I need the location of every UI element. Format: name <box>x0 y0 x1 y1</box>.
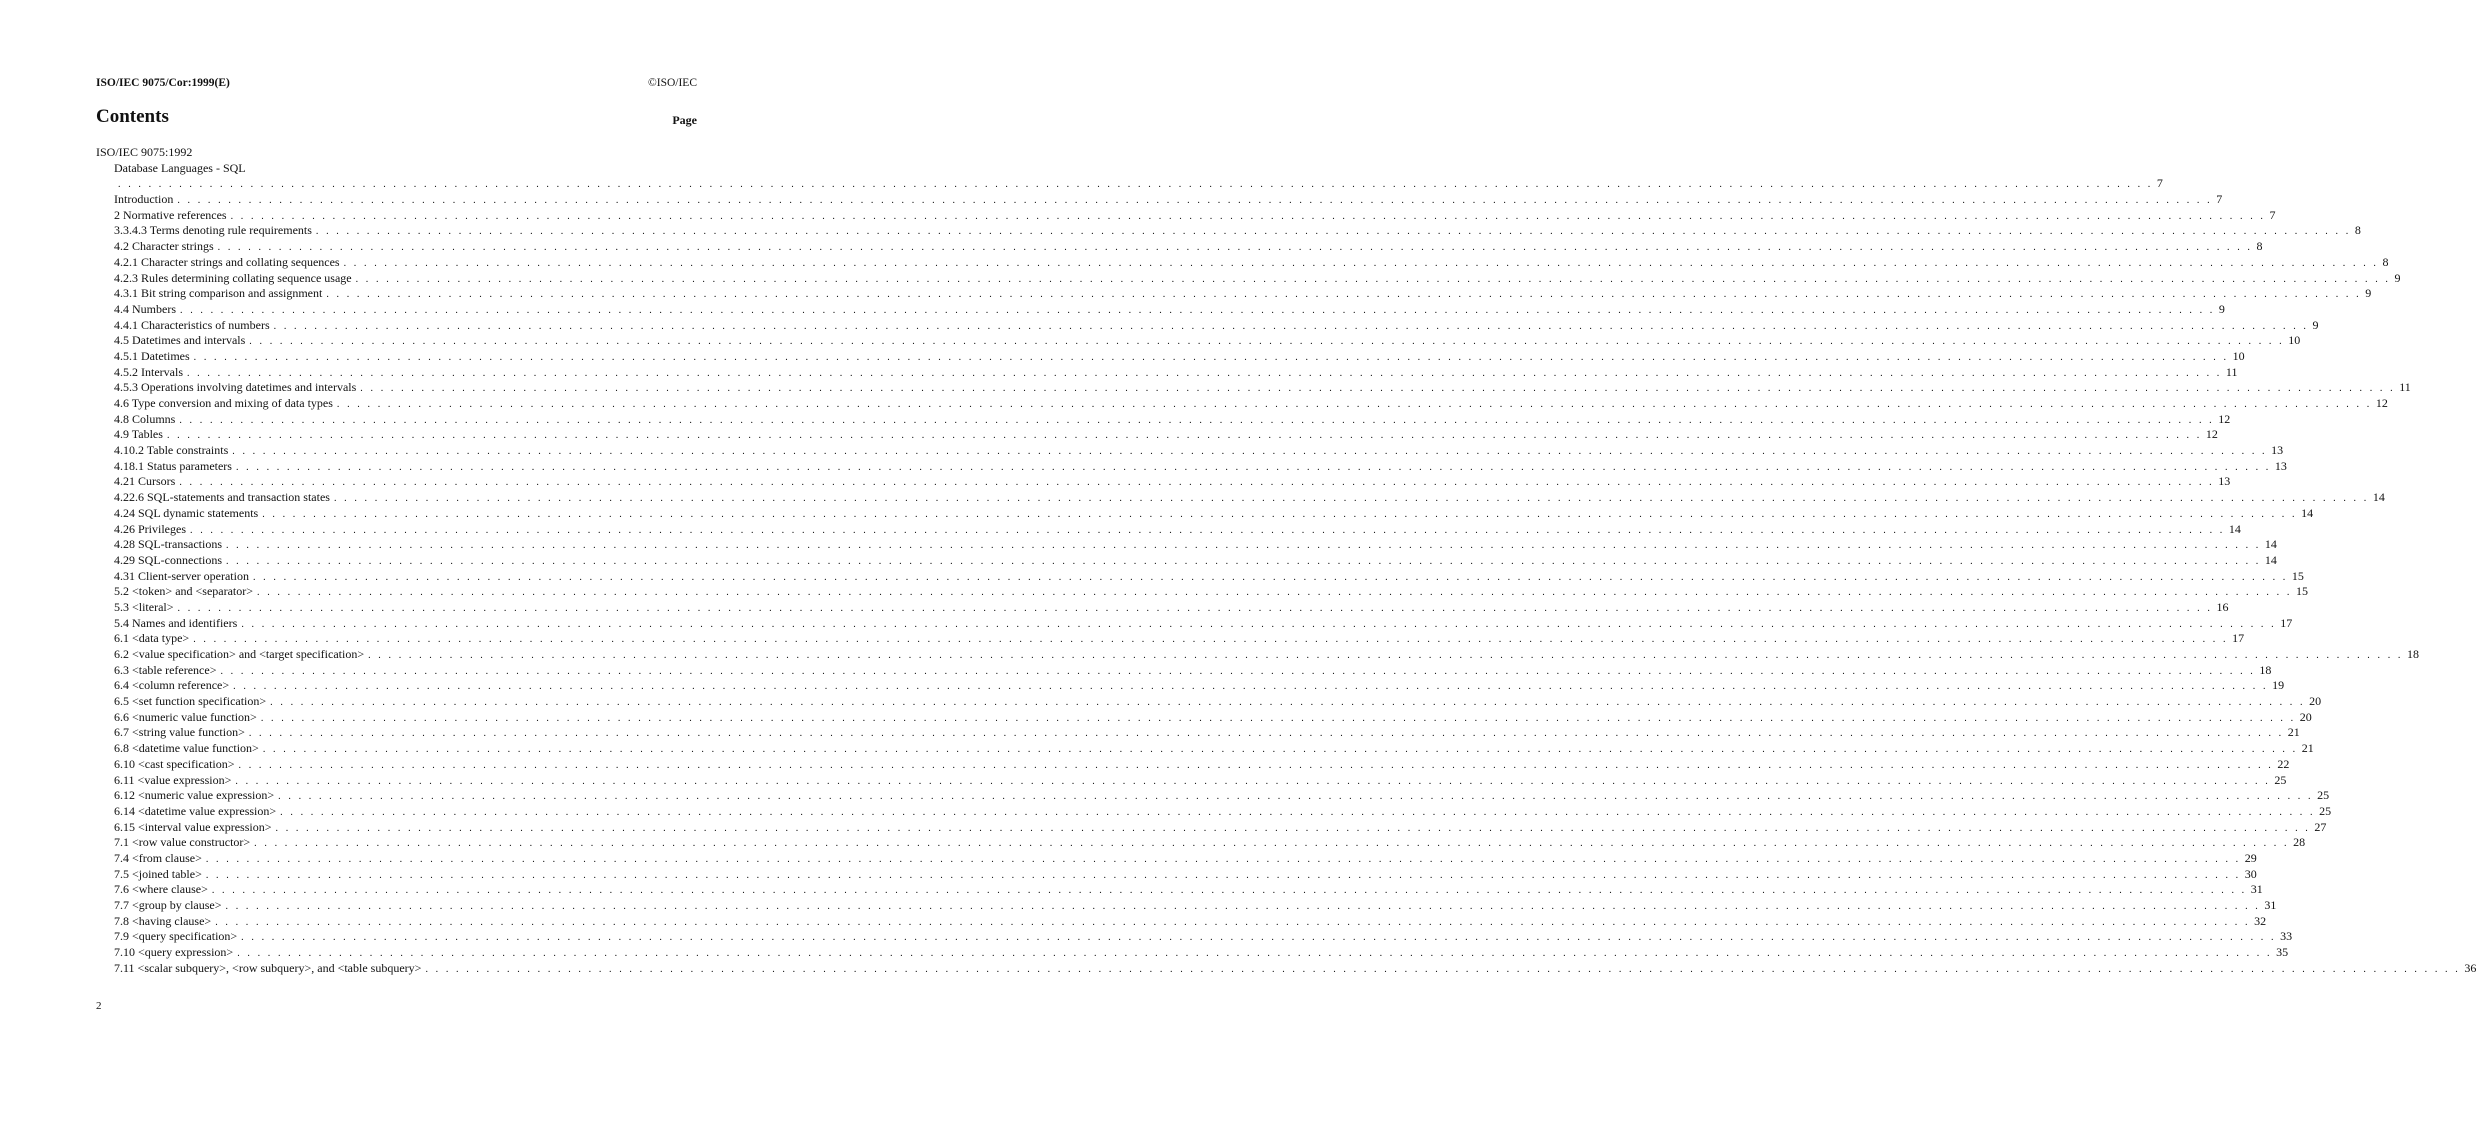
toc-entry-title: 2 Normative references <box>114 207 227 222</box>
toc-entry-title: 4.24 SQL dynamic statements <box>114 505 259 520</box>
page-header <box>96 77 697 93</box>
toc-dot-leader: . . . . . . . . . . . . . . . . . . . . . . . . . . . . . . . . . . . . . . . . . . . . . . . . . . . . . . . . . . . . . . . . . . . . . . . . . . . . . . . . . . . . . . . . . . . . . . . . . . . . . . . . . . . . . . . . . . . . . . . . . . . . . . . . . . . . . . . . . . . . . . . . . . . . . . . . . . . . . . . . . . . . . . . . . . . . . . . . . . . . . . . . . . . . . . . . . . . . . . . . <box>262 508 2298 520</box>
toc-entry[interactable] <box>96 866 2257 883</box>
toc-dot-leader: . . . . . . . . . . . . . . . . . . . . . . . . . . . . . . . . . . . . . . . . . . . . . . . . . . . . . . . . . . . . . . . . . . . . . . . . . . . . . . . . . . . . . . . . . . . . . . . . . . . . . . . . . . . . . . . . . . . . . . . . . . . . . . . . . . . . . . . . . . . . . . . . . . . . . . . . . . . . . . . . . . . . . . . . . . . . . . . . . . . . . . . . . . . . . . . . . . . . . . . . <box>193 351 2229 363</box>
toc-entry-page: 12 <box>2218 411 2231 426</box>
toc-entry-page: 31 <box>2264 898 2277 912</box>
toc-entry[interactable] <box>96 615 2293 632</box>
toc-entry-page: 14 <box>2264 552 2277 567</box>
toc-entry-title: 6.8 <datetime value function> <box>114 741 259 756</box>
toc-entry-title: 4.31 Client-server operation <box>114 568 249 583</box>
toc-entry[interactable] <box>96 348 2245 365</box>
toc-dot-leader: . . . . . . . . . . . . . . . . . . . . . . . . . . . . . . . . . . . . . . . . . . . . . . . . . . . . . . . . . . . . . . . . . . . . . . . . . . . . . . . . . . . . . . . . . . . . . . . . . . . . . . . . . . . . . . . . . . . . . . . . . . . . . . . . . . . . . . . . . . . . . . . . . . . . . . . . . . . . . . . . . . . . . . . . . . . . . . . . . . . . . . . . . . . . . . . . . . . . . . . . <box>217 242 2253 254</box>
toc-entry-page: 13 <box>2274 458 2287 473</box>
toc-dot-leader: . . . . . . . . . . . . . . . . . . . . . . . . . . . . . . . . . . . . . . . . . . . . . . . . . . . . . . . . . . . . . . . . . . . . . . . . . . . . . . . . . . . . . . . . . . . . . . . . . . . . . . . . . . . . . . . . . . . . . . . . . . . . . . . . . . . . . . . . . . . . . . . . . . . . . . . . . . . . . . . . . . . . . . . . . . . . . . . . . . . . . . . . . . . . . . . . . . . . . . . . <box>336 399 2372 410</box>
toc-entry[interactable] <box>96 568 2304 585</box>
toc-entry-page: 9 <box>2394 270 2401 285</box>
toc-dot-leader: . . . . . . . . . . . . . . . . . . . . . . . . . . . . . . . . . . . . . . . . . . . . . . . . . . . . . . . . . . . . . . . . . . . . . . . . . . . . . . . . . . . . . . . . . . . . . . . . . . . . . . . . . . . . . . . . . . . . . . . . . . . . . . . . . . . . . . . . . . . . . . . . . . . . . . . . . . . . . . . . . . . . . . . . . . . . . . . . . . . . . . . . . . . . . . . . . . . . . . . . <box>368 650 2404 661</box>
toc-entry[interactable] <box>96 772 2287 789</box>
toc-entry-page: 9 <box>2365 286 2372 301</box>
toc-entry-page: 20 <box>2299 709 2312 724</box>
toc-entry-page: 11 <box>2399 380 2411 395</box>
toc-entry[interactable] <box>96 364 2238 381</box>
toc-entry[interactable] <box>96 380 2411 396</box>
toc-entry-title: 5.4 Names and identifiers <box>114 615 238 630</box>
toc-dot-leader: . . . . . . . . . . . . . . . . . . . . . . . . . . . . . . . . . . . . . . . . . . . . . . . . . . . . . . . . . . . . . . . . . . . . . . . . . . . . . . . . . . . . . . . . . . . . . . . . . . . . . . . . . . . . . . . . . . . . . . . . . . . . . . . . . . . . . . . . . . . . . . . . . . . . . . . . . . . . . . . . . . . . . . . . . . . . . . . . . . . . . . . . . . . . . . . . . . . . . . . . <box>333 493 2369 505</box>
toc-entry-title: Introduction <box>114 192 174 207</box>
toc-entry[interactable] <box>96 254 2389 271</box>
page-column-label: Page <box>672 113 697 127</box>
toc-dot-leader: . . . . . . . . . . . . . . . . . . . . . . . . . . . . . . . . . . . . . . . . . . . . . . . . . . . . . . . . . . . . . . . . . . . . . . . . . . . . . . . . . . . . . . . . . . . . . . . . . . . . . . . . . . . . . . . . . . . . . . . . . . . . . . . . . . . . . . . . . . . . . . . . . . . . . . . . . . . . . . . . . . . . . . . . . . . . . . . . . . . . . . . . . . . . . . . . . . . . . . . . <box>262 744 2298 756</box>
toc-dot-leader: . . . . . . . . . . . . . . . . . . . . . . . . . . . . . . . . . . . . . . . . . . . . . . . . . . . . . . . . . . . . . . . . . . . . . . . . . . . . . . . . . . . . . . . . . . . . . . . . . . . . . . . . . . . . . . . . . . . . . . . . . . . . . . . . . . . . . . . . . . . . . . . . . . . . . . . . . . . . . . . . . . . . . . . . . . . . . . . . . . . . . . . . . . . . . . . . . . . . . . . . <box>270 697 2306 709</box>
toc-entry[interactable] <box>96 913 2267 930</box>
toc-entry-page: 20 <box>2309 694 2322 709</box>
toc-entry-page: 12 <box>2375 396 2388 410</box>
toc-entry[interactable] <box>96 396 2388 412</box>
toc-entry[interactable] <box>96 882 2263 898</box>
toc-entry-page: 25 <box>2274 772 2287 787</box>
document-reference: ISO/IEC 9075:1992 <box>96 145 193 159</box>
toc-entry[interactable] <box>96 694 2322 710</box>
toc-dot-leader: . . . . . . . . . . . . . . . . . . . . . . . . . . . . . . . . . . . . . . . . . . . . . . . . . . . . . . . . . . . . . . . . . . . . . . . . . . . . . . . . . . . . . . . . . . . . . . . . . . . . . . . . . . . . . . . . . . . . . . . . . . . . . . . . . . . . . . . . . . . . . . . . . . . . . . . . . . . . . . . . . . . . . . . . . . . . . . . . . . . . . . . . . . . . . . . . . . . . . . . . <box>190 524 2225 536</box>
toc-entry-page: 22 <box>2277 756 2290 771</box>
toc-entry[interactable] <box>96 286 2372 302</box>
toc-entry[interactable] <box>96 270 2401 287</box>
toc-dot-leader: . . . . . . . . . . . . . . . . . . . . . . . . . . . . . . . . . . . . . . . . . . . . . . . . . . . . . . . . . . . . . . . . . . . . . . . . . . . . . . . . . . . . . . . . . . . . . . . . . . . . . . . . . . . . . . . . . . . . . . . . . . . . . . . . . . . . . . . . . . . . . . . . . . . . . . . . . . . . . . . . . . . . . . . . . . . . . . . . . . . . . . . . . . . . . . . . . . . . . . . . <box>180 304 2215 316</box>
toc-dot-leader: . . . . . . . . . . . . . . . . . . . . . . . . . . . . . . . . . . . . . . . . . . . . . . . . . . . . . . . . . . . . . . . . . . . . . . . . . . . . . . . . . . . . . . . . . . . . . . . . . . . . . . . . . . . . . . . . . . . . . . . . . . . . . . . . . . . . . . . . . . . . . . . . . . . . . . . . . . . . . . . . . . . . . . . . . . . . . . . . . . . . . . . . . . . . . . . . . . . . . . . . <box>232 446 2268 458</box>
toc-dot-leader: . . . . . . . . . . . . . . . . . . . . . . . . . . . . . . . . . . . . . . . . . . . . . . . . . . . . . . . . . . . . . . . . . . . . . . . . . . . . . . . . . . . . . . . . . . . . . . . . . . . . . . . . . . . . . . . . . . . . . . . . . . . . . . . . . . . . . . . . . . . . . . . . . . . . . . . . . . . . . . . . . . . . . . . . . . . . . . . . . . . . . . . . . . . . . . . . . . . . . . . . <box>326 289 2362 301</box>
toc-entry-page: 7 <box>2216 192 2223 207</box>
toc-entry[interactable] <box>96 490 2385 506</box>
toc-dot-leader: . . . . . . . . . . . . . . . . . . . . . . . . . . . . . . . . . . . . . . . . . . . . . . . . . . . . . . . . . . . . . . . . . . . . . . . . . . . . . . . . . . . . . . . . . . . . . . . . . . . . . . . . . . . . . . . . . . . . . . . . . . . . . . . . . . . . . . . . . . . . . . . . . . . . . . . . . . . . . . . . . . . . . . . . . . . . . . . . . . . . . . . . . . . . . . . . . . . . . . . . <box>280 806 2316 818</box>
toc-dot-leader: . . . . . . . . . . . . . . . . . . . . . . . . . . . . . . . . . . . . . . . . . . . . . . . . . . . . . . . . . . . . . . . . . . . . . . . . . . . . . . . . . . . . . . . . . . . . . . . . . . . . . . . . . . . . . . . . . . . . . . . . . . . . . . . . . . . . . . . . . . . . . . . . . . . . . . . . . . . . . . . . . . . . . . . . . . . . . . . . . . . . . . . . . . . . . . . . . . . . . . . . <box>179 477 2215 489</box>
toc-entry[interactable] <box>96 223 2361 239</box>
toc-entry[interactable] <box>96 552 2277 569</box>
copyright-mark: ©ISO/IEC <box>648 77 697 89</box>
toc-dot-leader: . . . . . . . . . . . . . . . . . . . . . . . . . . . . . . . . . . . . . . . . . . . . . . . . . . . . . . . . . . . . . . . . . . . . . . . . . . . . . . . . . . . . . . . . . . . . . . . . . . . . . . . . . . . . . . . . . . . . . . . . . . . . . . . . . . . . . . . . . . . . . . . . . . . . . . . . . . . . . . . . . . . . . . . . . . . . . . . . . . . . . . . . . . . . . . . . . . . . . . . . <box>241 618 2277 630</box>
toc-entry[interactable] <box>96 929 2293 945</box>
toc-dot-leader: . . . . . . . . . . . . . . . . . . . . . . . . . . . . . . . . . . . . . . . . . . . . . . . . . . . . . . . . . . . . . . . . . . . . . . . . . . . . . . . . . . . . . . . . . . . . . . . . . . . . . . . . . . . . . . . . . . . . . . . . . . . . . . . . . . . . . . . . . . . . . . . . . . . . . . . . . . . . . . . . . . . . . . . . . . . . . . . . . . . . . . . . . . . . . . . . . . . . . . . . <box>211 885 2247 897</box>
toc-entry-page: 13 <box>2218 474 2231 489</box>
toc-entry-title: 7.5 <joined table> <box>114 866 202 881</box>
toc-entry-title: 4.26 Privileges <box>114 521 186 536</box>
toc-entry[interactable] <box>96 850 2257 867</box>
toc-entry-page: 13 <box>2271 443 2284 458</box>
toc-entry-page: 10 <box>2232 348 2245 363</box>
toc-dot-leader: . . . . . . . . . . . . . . . . . . . . . . . . . . . . . . . . . . . . . . . . . . . . . . . . . . . . . . . . . . . . . . . . . . . . . . . . . . . . . . . . . . . . . . . . . . . . . . . . . . . . . . . . . . . . . . . . . . . . . . . . . . . . . . . . . . . . . . . . . . . . . . . . . . . . . . . . . . . . . . . . . . . . . . . . . . . . . . . . . . . . . . . . . . . . . . . . . . . . . . . . <box>215 916 2251 928</box>
toc-entry-page: 16 <box>2216 599 2229 614</box>
toc-entry[interactable] <box>96 474 2231 490</box>
toc-entry-page: 15 <box>2291 568 2304 583</box>
toc-entry-page: 30 <box>2244 866 2257 881</box>
toc-entry-title: 4.10.2 Table constraints <box>114 443 229 458</box>
toc-entry-title: 4.21 Cursors <box>114 474 176 489</box>
toc-dot-leader: . . . . . . . . . . . . . . . . . . . . . . . . . . . . . . . . . . . . . . . . . . . . . . . . . . . . . . . . . . . . . . . . . . . . . . . . . . . . . . . . . . . . . . . . . . . . . . . . . . . . . . . . . . . . . . . . . . . . . . . . . . . . . . . . . . . . . . . . . . . . . . . . . . . . . . . . . . . . . . . . . . . . . . . . . . . . . . . . . . . . . . . . . . . . . . . . . . . . . . . . <box>179 414 2215 426</box>
toc-entry-title: 4.3.1 Bit string comparison and assignment <box>114 286 323 301</box>
toc-entry-page: 8 <box>2256 239 2263 254</box>
toc-entry-page: 25 <box>2317 788 2330 803</box>
toc-entry-title: 6.14 <datetime value expression> <box>114 803 277 818</box>
toc-dot-leader: . . . . . . . . . . . . . . . . . . . . . . . . . . . . . . . . . . . . . . . . . . . . . . . . . . . . . . . . . . . . . . . . . . . . . . . . . . . . . . . . . . . . . . . . . . . . . . . . . . . . . . . . . . . . . . . . . . . . . . . . . . . . . . . . . . . . . . . . . . . . . . . . . . . . . . . . . . . . . . . . . . . . . . . . . . . . . . . . . . . . . . . . . . . . . . . . . . . . . . . . <box>260 712 2296 724</box>
toc-dot-leader: . . . . . . . . . . . . . . . . . . . . . . . . . . . . . . . . . . . . . . . . . . . . . . . . . . . . . . . . . . . . . . . . . . . . . . . . . . . . . . . . . . . . . . . . . . . . . . . . . . . . . . . . . . . . . . . . . . . . . . . . . . . . . . . . . . . . . . . . . . . . . . . . . . . . . . . . . . . . . . . . . . . . . . . . . . . . . . . . . . . . . . . . . . . . . . . . . . . . . . . . <box>233 681 2269 693</box>
toc-entry[interactable] <box>96 176 2163 192</box>
toc-entry[interactable] <box>96 443 2284 459</box>
toc-entry-title: 4.2 Character strings <box>114 239 214 254</box>
toc-entry-title: 6.12 <numeric value expression> <box>114 788 275 803</box>
toc-dot-leader: . . . . . . . . . . . . . . . . . . . . . . . . . . . . . . . . . . . . . . . . . . . . . . . . . . . . . . . . . . . . . . . . . . . . . . . . . . . . . . . . . . . . . . . . . . . . . . . . . . . . . . . . . . . . . . . . . . . . . . . . . . . . . . . . . . . . . . . . . . . . . . . . . . . . . . . . . . . . . . . . . . . . . . . . . . . . . . . . . . . . . . . . . . . . . . . . . . . . . . . . <box>273 320 2309 332</box>
toc-entry-title: 4.28 SQL-transactions <box>114 537 222 552</box>
toc-dot-leader: . . . . . . . . . . . . . . . . . . . . . . . . . . . . . . . . . . . . . . . . . . . . . . . . . . . . . . . . . . . . . . . . . . . . . . . . . . . . . . . . . . . . . . . . . . . . . . . . . . . . . . . . . . . . . . . . . . . . . . . . . . . . . . . . . . . . . . . . . . . . . . . . . . . . . . . . . . . . . . . . . . . . . . . . . . . . . . . . . . . . . . . . . . . . . . . . . . . . . . . . <box>205 853 2241 865</box>
toc-dot-leader: . . . . . . . . . . . . . . . . . . . . . . . . . . . . . . . . . . . . . . . . . . . . . . . . . . . . . . . . . . . . . . . . . . . . . . . . . . . . . . . . . . . . . . . . . . . . . . . . . . . . . . . . . . . . . . . . . . . . . . . . . . . . . . . . . . . . . . . . . . . . . . . . . . . . . . . . . . . . . . . . . . . . . . . . . . . . . . . . . . . . . . . . . . . . . . . . . . . . . . . . <box>254 838 2290 850</box>
toc-entry[interactable] <box>96 945 2289 961</box>
toc-entry-page: 11 <box>2225 364 2238 379</box>
toc-dot-leader: . . . . . . . . . . . . . . . . . . . . . . . . . . . . . . . . . . . . . . . . . . . . . . . . . . . . . . . . . . . . . . . . . . . . . . . . . . . . . . . . . . . . . . . . . . . . . . . . . . . . . . . . . . . . . . . . . . . . . . . . . . . . . . . . . . . . . . . . . . . . . . . . . . . . . . . . . . . . . . . . . . . . . . . . . . . . . . . . . . . . . . . . . . . . . . . . . . . . . . . . <box>278 791 2314 803</box>
toc-entry-title: 6.15 <interval value expression> <box>114 819 272 834</box>
toc-entry-page: 21 <box>2301 741 2314 756</box>
table-of-contents <box>96 145 2476 976</box>
toc-dot-leader: . . . . . . . . . . . . . . . . . . . . . . . . . . . . . . . . . . . . . . . . . . . . . . . . . . . . . . . . . . . . . . . . . . . . . . . . . . . . . . . . . . . . . . . . . . . . . . . . . . . . . . . . . . . . . . . . . . . . . . . . . . . . . . . . . . . . . . . . . . . . . . . . . . . . . . . . . . . . . . . . . . . . . . . . . . . . . . . . . . . . . . . . . . . . . . . . . . . . . . . . <box>230 210 2266 222</box>
toc-entry-title: 7.11 <scalar subquery>, <row subquery>, and <table subquery> <box>114 960 422 975</box>
toc-dot-leader: . . . . . . . . . . . . . . . . . . . . . . . . . . . . . . . . . . . . . . . . . . . . . . . . . . . . . . . . . . . . . . . . . . . . . . . . . . . . . . . . . . . . . . . . . . . . . . . . . . . . . . . . . . . . . . . . . . . . . . . . . . . . . . . . . . . . . . . . . . . . . . . . . . . . . . . . . . . . . . . . . . . . . . . . . . . . . . . . . . . . . . . . . . . . . . . . . . . . . . . . <box>275 822 2311 834</box>
toc-entry-title: 5.3 <literal> <box>114 599 174 614</box>
toc-dot-leader: . . . . . . . . . . . . . . . . . . . . . . . . . . . . . . . . . . . . . . . . . . . . . . . . . . . . . . . . . . . . . . . . . . . . . . . . . . . . . . . . . . . . . . . . . . . . . . . . . . . . . . . . . . . . . . . . . . . . . . . . . . . . . . . . . . . . . . . . . . . . . . . . . . . . . . . . . . . . . . . . . . . . . . . . . . . . . . . . . . . . . . . . . . . . . . . . . . . . . . . . <box>177 195 2213 207</box>
page-number: 2 <box>96 1000 102 1012</box>
toc-entry-title: 7.9 <query specification> <box>114 929 238 944</box>
toc-dot-leader: . . . . . . . . . . . . . . . . . . . . . . . . . . . . . . . . . . . . . . . . . . . . . . . . . . . . . . . . . . . . . . . . . . . . . . . . . . . . . . . . . . . . . . . . . . . . . . . . . . . . . . . . . . . . . . . . . . . . . . . . . . . . . . . . . . . . . . . . . . . . . . . . . . . . . . . . . . . . . . . . . . . . . . . . . . . . . . . . . . . . . . . . . . . . . . . . . . . . . . . . <box>225 540 2261 552</box>
toc-entry-title: 6.7 <string value function> <box>114 725 245 740</box>
toc-entry-page: 10 <box>2288 333 2301 348</box>
toc-entry-title: 4.4 Numbers <box>114 301 176 316</box>
toc-entry-title: 6.6 <numeric value function> <box>114 709 257 724</box>
toc-entry-title: 6.1 <data type> <box>114 631 190 646</box>
toc-dot-leader: . . . . . . . . . . . . . . . . . . . . . . . . . . . . . . . . . . . . . . . . . . . . . . . . . . . . . . . . . . . . . . . . . . . . . . . . . . . . . . . . . . . . . . . . . . . . . . . . . . . . . . . . . . . . . . . . . . . . . . . . . . . . . . . . . . . . . . . . . . . . . . . . . . . . . . . . . . . . . . . . . . . . . . . . . . . . . . . . . . . . . . . . . . . . . . . . . . . . . . . . <box>248 728 2284 740</box>
toc-entries <box>96 176 2476 976</box>
toc-entry-page: 14 <box>2372 490 2385 505</box>
toc-entry-title: 3.3.4.3 Terms denoting rule requirements <box>114 223 312 238</box>
toc-entry-page: 28 <box>2293 835 2306 850</box>
toc-dot-leader: . . . . . . . . . . . . . . . . . . . . . . . . . . . . . . . . . . . . . . . . . . . . . . . . . . . . . . . . . . . . . . . . . . . . . . . . . . . . . . . . . . . . . . . . . . . . . . . . . . . . . . . . . . . . . . . . . . . . . . . . . . . . . . . . . . . . . . . . . . . . . . . . . . . . . . . . . . . . . . . . . . . . . . . . . . . . . . . . . . . . . . . . . . . . . . . . . . . . . . . . <box>355 273 2391 285</box>
toc-entry[interactable] <box>96 333 2301 349</box>
toc-dot-leader: . . . . . . . . . . . . . . . . . . . . . . . . . . . . . . . . . . . . . . . . . . . . . . . . . . . . . . . . . . . . . . . . . . . . . . . . . . . . . . . . . . . . . . . . . . . . . . . . . . . . . . . . . . . . . . . . . . . . . . . . . . . . . . . . . . . . . . . . . . . . . . . . . . . . . . . . . . . . . . . . . . . . . . . . . . . . . . . . . . . . . . . . . . . . . . . . . . . . . . . . <box>177 602 2213 614</box>
toc-dot-leader: . . . . . . . . . . . . . . . . . . . . . . . . . . . . . . . . . . . . . . . . . . . . . . . . . . . . . . . . . . . . . . . . . . . . . . . . . . . . . . . . . . . . . . . . . . . . . . . . . . . . . . . . . . . . . . . . . . . . . . . . . . . . . . . . . . . . . . . . . . . . . . . . . . . . . . . . . . . . . . . . . . . . . . . . . . . . . . . . . . . . . . . . . . . . . . . . . . . . . . . . <box>315 226 2351 238</box>
toc-dot-leader: . . . . . . . . . . . . . . . . . . . . . . . . . . . . . . . . . . . . . . . . . . . . . . . . . . . . . . . . . . . . . . . . . . . . . . . . . . . . . . . . . . . . . . . . . . . . . . . . . . . . . . . . . . . . . . . . . . . . . . . . . . . . . . . . . . . . . . . . . . . . . . . . . . . . . . . . . . . . . . . . . . . . . . . . . . . . . . . . . . . . . . . . . . . . . . . . . . . . . . . . <box>193 634 2229 646</box>
toc-dot-leader: . . . . . . . . . . . . . . . . . . . . . . . . . . . . . . . . . . . . . . . . . . . . . . . . . . . . . . . . . . . . . . . . . . . . . . . . . . . . . . . . . . . . . . . . . . . . . . . . . . . . . . . . . . . . . . . . . . . . . . . . . . . . . . . . . . . . . . . . . . . . . . . . . . . . . . . . . . . . . . . . . . . . . . . . . . . . . . . . . . . . . . . . . . . . . . . . . . . . . . . . <box>166 430 2202 442</box>
toc-entry-page: 31 <box>2250 882 2263 897</box>
toc-entry-page: 36 <box>2464 960 2476 975</box>
toc-entry-page: 9 <box>2312 317 2319 332</box>
toc-dot-leader: . . . . . . . . . . . . . . . . . . . . . . . . . . . . . . . . . . . . . . . . . . . . . . . . . . . . . . . . . . . . . . . . . . . . . . . . . . . . . . . . . . . . . . . . . . . . . . . . . . . . . . . . . . . . . . . . . . . . . . . . . . . . . . . . . . . . . . . . . . . . . . . . . . . . . . . . . . . . . . . . . . . . . . . . . . . . . . . . . . . . . . . . . . . . . . . . . . . . . . . . <box>225 555 2261 567</box>
toc-entry-page: 19 <box>2272 678 2285 693</box>
toc-dot-leader: . . . . . . . . . . . . . . . . . . . . . . . . . . . . . . . . . . . . . . . . . . . . . . . . . . . . . . . . . . . . . . . . . . . . . . . . . . . . . . . . . . . . . . . . . . . . . . . . . . . . . . . . . . . . . . . . . . . . . . . . . . . . . . . . . . . . . . . . . . . . . . . . . . . . . . . . . . . . . . . . . . . . . . . . . . . . . . . . . . . . . . . . . . . . . . . . . . . . . . . . <box>360 383 2396 395</box>
toc-entry[interactable] <box>96 458 2287 475</box>
toc-entry[interactable] <box>96 647 2420 663</box>
toc-entry[interactable] <box>96 192 2223 208</box>
toc-dot-leader: . . . . . . . . . . . . . . . . . . . . . . . . . . . . . . . . . . . . . . . . . . . . . . . . . . . . . . . . . . . . . . . . . . . . . . . . . . . . . . . . . . . . . . . . . . . . . . . . . . . . . . . . . . . . . . . . . . . . . . . . . . . . . . . . . . . . . . . . . . . . . . . . . . . . . . . . . . . . . . . . . . . . . . . . . . . . . . . . . . . . . . . . . . . . . . . . . . . . . . . . <box>343 257 2379 269</box>
toc-entry-title: 6.2 <value specification> and <target specification> <box>114 647 365 661</box>
page-title: Contents <box>96 106 169 127</box>
title-row <box>96 106 697 132</box>
toc-entry[interactable] <box>96 741 2314 757</box>
toc-entry-page: 35 <box>2276 945 2289 960</box>
toc-dot-leader: . . . . . . . . . . . . . . . . . . . . . . . . . . . . . . . . . . . . . . . . . . . . . . . . . . . . . . . . . . . . . . . . . . . . . . . . . . . . . . . . . . . . . . . . . . . . . . . . . . . . . . . . . . . . . . . . . . . . . . . . . . . . . . . . . . . . . . . . . . . . . . . . . . . . . . . . . . . . . . . . . . . . . . . . . . . . . . . . . . . . . . . . . . . . . . . . . . . . . . . . <box>257 587 2292 599</box>
toc-entry-page: 18 <box>2407 647 2420 661</box>
toc-entry-title: 6.4 <column reference> <box>114 678 230 693</box>
toc-entry[interactable] <box>96 427 2218 443</box>
toc-entry[interactable] <box>96 599 2229 616</box>
toc-entry-page: 7 <box>2156 176 2163 191</box>
toc-entry-title: 4.5.3 Operations involving datetimes and intervals <box>114 380 357 395</box>
toc-entry-title: 7.6 <where clause> <box>114 882 208 897</box>
toc-entry-page: 32 <box>2254 913 2267 928</box>
toc-entry-title: 6.10 <cast specification> <box>114 756 235 771</box>
toc-entry-title: 5.2 <token> and <separator> <box>114 584 254 599</box>
toc-entry-page: 8 <box>2382 254 2389 269</box>
toc-entry-title: 4.18.1 Status parameters <box>114 458 232 473</box>
toc-entry[interactable] <box>96 521 2241 538</box>
toc-entry-title: 6.11 <value expression> <box>114 772 232 787</box>
toc-entry[interactable] <box>96 505 2314 522</box>
document-subject: Database Languages - SQL <box>114 160 246 175</box>
toc-entry-page: 17 <box>2280 615 2293 630</box>
toc-entry-page: 8 <box>2354 223 2361 238</box>
toc-entry[interactable] <box>96 756 2290 773</box>
toc-dot-leader: . . . . . . . . . . . . . . . . . . . . . . . . . . . . . . . . . . . . . . . . . . . . . . . . . . . . . . . . . . . . . . . . . . . . . . . . . . . . . . . . . . . . . . . . . . . . . . . . . . . . . . . . . . . . . . . . . . . . . . . . . . . . . . . . . . . . . . . . . . . . . . . . . . . . . . . . . . . . . . . . . . . . . . . . . . . . . . . . . . . . . . . . . . . . . . . . . . . . . . . . <box>252 571 2288 583</box>
toc-entry-title: 6.5 <set function specification> <box>114 694 267 709</box>
toc-entry-title: 7.7 <group by clause> <box>114 898 222 912</box>
toc-entry-title: 4.5.1 Datetimes <box>114 348 190 363</box>
document-identifier: ISO/IEC 9075/Cor:1999(E) <box>96 77 230 89</box>
toc-entry-page: 14 <box>2228 521 2241 536</box>
toc-entry-title: 4.9 Tables <box>114 427 163 442</box>
toc-dot-leader: . . . . . . . . . . . . . . . . . . . . . . . . . . . . . . . . . . . . . . . . . . . . . . . . . . . . . . . . . . . . . . . . . . . . . . . . . . . . . . . . . . . . . . . . . . . . . . . . . . . . . . . . . . . . . . . . . . . . . . . . . . . . . . . . . . . . . . . . . . . . . . . . . . . . . . . . . . . . . . . . . . . . . . . . . . . . . . . . . . . . . . . . . . . . . . . . . . . . . . . . <box>241 932 2277 944</box>
toc-entry-title: 7.1 <row value constructor> <box>114 835 251 850</box>
toc-entry-page: 21 <box>2287 725 2300 740</box>
toc-entry-title: 4.4.1 Characteristics of numbers <box>114 317 270 332</box>
toc-entry-page: 15 <box>2295 584 2308 599</box>
toc-entry[interactable] <box>96 411 2231 428</box>
toc-entry[interactable] <box>96 819 2327 836</box>
toc-entry-page: 25 <box>2319 803 2332 818</box>
toc-entry-title: 4.2.1 Character strings and collating sequences <box>114 254 340 269</box>
toc-entry[interactable] <box>96 207 2276 224</box>
toc-dot-leader: . . . . . . . . . . . . . . . . . . . . . . . . . . . . . . . . . . . . . . . . . . . . . . . . . . . . . . . . . . . . . . . . . . . . . . . . . . . . . . . . . . . . . . . . . . . . . . . . . . . . . . . . . . . . . . . . . . . . . . . . . . . . . . . . . . . . . . . . . . . . . . . . . . . . . . . . . . . . . . . . . . . . . . . . . . . . . . . . . . . . . . . . . . . . . . . . . . . . . . . . <box>186 367 2222 379</box>
toc-dot-leader: . . . . . . . . . . . . . . . . . . . . . . . . . . . . . . . . . . . . . . . . . . . . . . . . . . . . . . . . . . . . . . . . . . . . . . . . . . . . . . . . . . . . . . . . . . . . . . . . . . . . . . . . . . . . . . . . . . . . . . . . . . . . . . . . . . . . . . . . . . . . . . . . . . . . . . . . . . . . . . . . . . . . . . . . . . . . . . . . . . . . . . . . . . . . . . . . . . . . . . . . <box>249 336 2285 348</box>
toc-entry-page: 18 <box>2259 662 2272 677</box>
toc-dot-leader: . . . . . . . . . . . . . . . . . . . . . . . . . . . . . . . . . . . . . . . . . . . . . . . . . . . . . . . . . . . . . . . . . . . . . . . . . . . . . . . . . . . . . . . . . . . . . . . . . . . . . . . . . . . . . . . . . . . . . . . . . . . . . . . . . . . . . . . . . . . . . . . . . . . . . . . . . . . . . . . . . . . . . . . . . . . . . . . . . . . . . . . . . . . . . . . . . . . . . . . . <box>237 948 2273 960</box>
toc-entry[interactable] <box>96 537 2277 553</box>
toc-entry[interactable] <box>96 835 2306 851</box>
toc-dot-leader: . . . . . . . . . . . . . . . . . . . . . . . . . . . . . . . . . . . . . . . . . . . . . . . . . . . . . . . . . . . . . . . . . . . . . . . . . . . . . . . . . . . . . . . . . . . . . . . . . . . . . . . . . . . . . . . . . . . . . . . . . . . . . . . . . . . . . . . . . . . . . . . . . . . . . . . . . . . . . . . . . . . . . . . . . . . . . . . . . . . . . . . . . . . . . . . . . . . . . . . . <box>220 665 2256 677</box>
toc-entry-page: 14 <box>2264 537 2277 552</box>
toc-entry-title: 6.3 <table reference> <box>114 662 217 677</box>
toc-entry-title: 4.5.2 Intervals <box>114 364 183 379</box>
toc-entry-title: 4.6 Type conversion and mixing of data types <box>114 396 333 410</box>
toc-dot-leader: . . . . . . . . . . . . . . . . . . . . . . . . . . . . . . . . . . . . . . . . . . . . . . . . . . . . . . . . . . . . . . . . . . . . . . . . . . . . . . . . . . . . . . . . . . . . . . . . . . . . . . . . . . . . . . . . . . . . . . . . . . . . . . . . . . . . . . . . . . . . . . . . . . . . . . . . . . . . . . . . . . . . . . . . . . . . . . . . . . . . . . . . . . . . . . . . . . . . . . . . <box>238 759 2274 771</box>
toc-dot-leader: . . . . . . . . . . . . . . . . . . . . . . . . . . . . . . . . . . . . . . . . . . . . . . . . . . . . . . . . . . . . . . . . . . . . . . . . . . . . . . . . . . . . . . . . . . . . . . . . . . . . . . . . . . . . . . . . . . . . . . . . . . . . . . . . . . . . . . . . . . . . . . . . . . . . . . . . . . . . . . . . . . . . . . . . . . . . . . . . . . . . . . . . . . . . . . . . . . . . . . . . <box>235 775 2271 787</box>
toc-entry-title: 7.8 <having clause> <box>114 913 212 928</box>
toc-entry-title: 7.10 <query expression> <box>114 945 234 960</box>
toc-dot-leader: . . . . . . . . . . . . . . . . . . . . . . . . . . . . . . . . . . . . . . . . . . . . . . . . . . . . . . . . . . . . . . . . . . . . . . . . . . . . . . . . . . . . . . . . . . . . . . . . . . . . . . . . . . . . . . . . . . . . . . . . . . . . . . . . . . . . . . . . . . . . . . . . . . . . . . . . . . . . . . . . . . . . . . . . . . . . . . . . . . . . . . . . . . . . . . . . . . . . . . . . <box>118 179 2153 191</box>
toc-entry[interactable] <box>96 898 2277 914</box>
toc-dot-leader: . . . . . . . . . . . . . . . . . . . . . . . . . . . . . . . . . . . . . . . . . . . . . . . . . . . . . . . . . . . . . . . . . . . . . . . . . . . . . . . . . . . . . . . . . . . . . . . . . . . . . . . . . . . . . . . . . . . . . . . . . . . . . . . . . . . . . . . . . . . . . . . . . . . . . . . . . . . . . . . . . . . . . . . . . . . . . . . . . . . . . . . . . . . . . . . . . . . . . . . . <box>235 461 2271 473</box>
page-footer <box>96 1000 102 1012</box>
toc-entry[interactable] <box>96 631 2245 647</box>
toc-dot-leader: . . . . . . . . . . . . . . . . . . . . . . . . . . . . . . . . . . . . . . . . . . . . . . . . . . . . . . . . . . . . . . . . . . . . . . . . . . . . . . . . . . . . . . . . . . . . . . . . . . . . . . . . . . . . . . . . . . . . . . . . . . . . . . . . . . . . . . . . . . . . . . . . . . . . . . . . . . . . . . . . . . . . . . . . . . . . . . . . . . . . . . . . . . . . . . . . . . . . . . . . <box>205 869 2241 881</box>
toc-entry-page: 27 <box>2314 819 2327 834</box>
toc-entry-title: 4.22.6 SQL-statements and transaction states <box>114 490 330 505</box>
toc-entry[interactable] <box>96 678 2285 694</box>
toc-entry-page: 9 <box>2218 301 2225 316</box>
toc-entry[interactable] <box>96 803 2332 820</box>
toc-entry-title: 4.8 Columns <box>114 411 176 426</box>
toc-entry[interactable] <box>96 317 2319 334</box>
toc-entry[interactable] <box>96 788 2330 804</box>
toc-entry-page: 12 <box>2205 427 2218 442</box>
toc-entry-page: 17 <box>2232 631 2245 646</box>
toc-entry[interactable] <box>96 301 2225 318</box>
toc-entry[interactable] <box>96 662 2272 679</box>
toc-dot-leader: . . . . . . . . . . . . . . . . . . . . . . . . . . . . . . . . . . . . . . . . . . . . . . . . . . . . . . . . . . . . . . . . . . . . . . . . . . . . . . . . . . . . . . . . . . . . . . . . . . . . . . . . . . . . . . . . . . . . . . . . . . . . . . . . . . . . . . . . . . . . . . . . . . . . . . . . . . . . . . . . . . . . . . . . . . . . . . . . . . . . . . . . . . . . . . . . . . . . . . . . <box>425 963 2461 975</box>
toc-dot-leader: . . . . . . . . . . . . . . . . . . . . . . . . . . . . . . . . . . . . . . . . . . . . . . . . . . . . . . . . . . . . . . . . . . . . . . . . . . . . . . . . . . . . . . . . . . . . . . . . . . . . . . . . . . . . . . . . . . . . . . . . . . . . . . . . . . . . . . . . . . . . . . . . . . . . . . . . . . . . . . . . . . . . . . . . . . . . . . . . . . . . . . . . . . . . . . . . . . . . . . . . <box>225 901 2261 912</box>
toc-entry-title: 4.29 SQL-connections <box>114 552 222 567</box>
toc-entry-title: 4.5 Datetimes and intervals <box>114 333 246 348</box>
toc-entry[interactable] <box>96 239 2263 255</box>
toc-entry[interactable] <box>96 584 2308 600</box>
toc-entry-page: 14 <box>2301 505 2314 520</box>
toc-entry-title: 7.4 <from clause> <box>114 850 202 865</box>
toc-entry-page: 29 <box>2244 850 2257 865</box>
toc-entry[interactable] <box>96 960 2476 977</box>
toc-entry[interactable] <box>96 725 2300 741</box>
toc-entry-page: 33 <box>2280 929 2293 944</box>
toc-entry-page: 7 <box>2269 207 2276 222</box>
toc-entry-title: 4.2.3 Rules determining collating sequence usage <box>114 270 352 285</box>
toc-entry[interactable] <box>96 709 2312 726</box>
